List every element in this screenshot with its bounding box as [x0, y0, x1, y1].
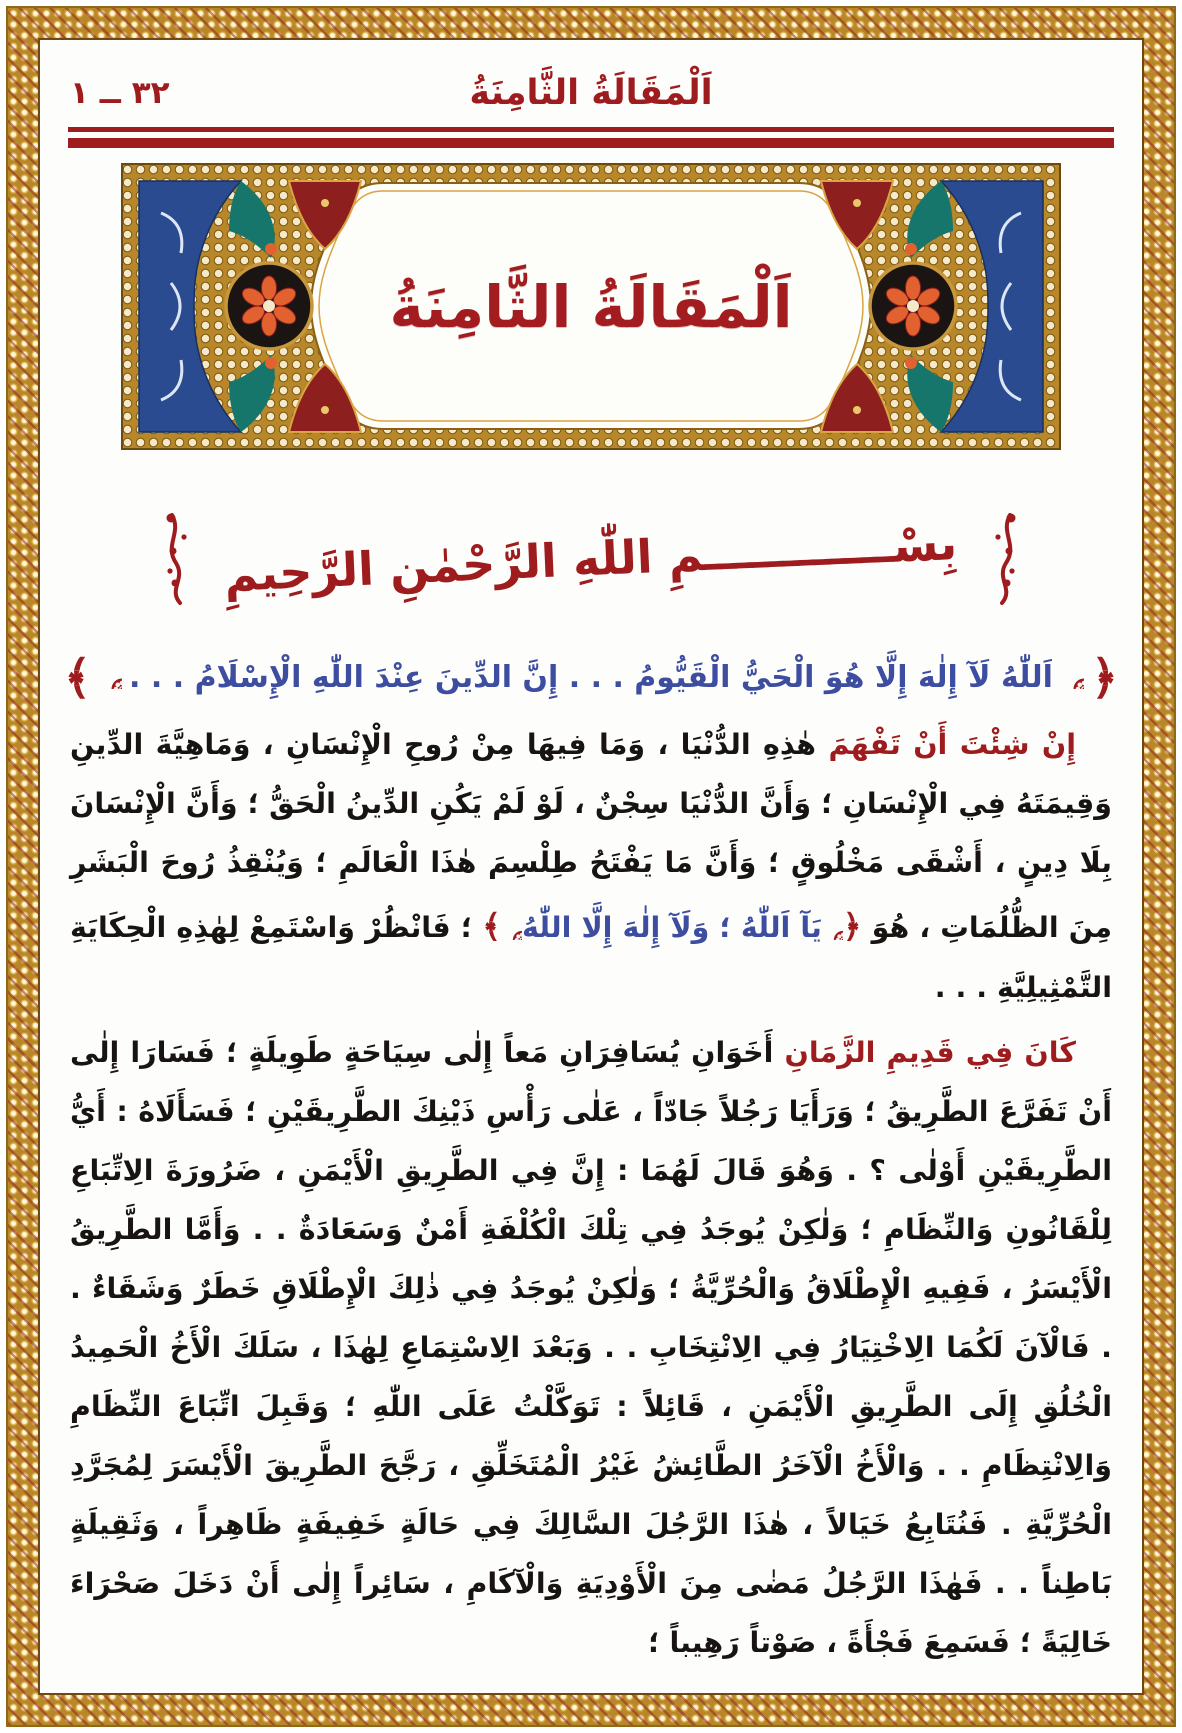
- inline-quran-quote: يَآ اَللّٰهُ ؛ وَلَآ إِلٰهَ إِلَّا اللّٰهُ: [521, 910, 822, 944]
- story-paragraph-2: [70, 1024, 1112, 1673]
- bismillah-calligraphy: بِسْــــــــــــمِ اللّٰهِ الرَّحْمٰنِ الرَّحِيمِ: [223, 516, 959, 602]
- header-chapter-title: اَلْمَقَالَةُ الثَّامِنَةُ: [469, 73, 713, 113]
- paragraph-lead-red: كَانَ فِي قَدِيمِ الزَّمَانِ: [784, 1036, 1076, 1070]
- floral-sprig-icon: [160, 511, 194, 607]
- rosette-icon: [501, 919, 522, 940]
- quran-verse-text: اَللّٰهُ لَآ إِلٰهَ إِلَّا هُوَ الْحَيُّ الْقَيُّومُ . . . إِنَّ الدِّينَ عِنْدَ اللّٰهِ الْإِسْلَامُ . . .: [129, 659, 1053, 695]
- page-content: [64, 64, 1118, 1669]
- paragraph-lead-red: إِنْ شِئْتَ أَنْ تَفْهَمَ: [828, 728, 1076, 761]
- ornate-bracket-close-icon: ﴾: [482, 906, 501, 945]
- floral-sprig-icon: [988, 511, 1022, 607]
- chapter-title-calligraphy: اَلْمَقَالَةُ الثَّامِنَةُ: [389, 272, 793, 341]
- bismillah-row: [68, 484, 1114, 634]
- double-rule-divider: [68, 127, 1114, 148]
- quran-verse-line: [64, 650, 1118, 704]
- ornate-bracket-close-icon: ﴾: [64, 650, 92, 704]
- rosette-icon: [1060, 665, 1084, 689]
- paragraph-text: ؛ فَانْظُرْ وَاسْتَمِعْ لِهٰذِهِ الْحِكَايَةِ التَّمْثِيلِيَّةِ . . .: [70, 910, 1112, 1005]
- rosette-icon: [98, 665, 122, 689]
- illuminated-panel: [121, 163, 1061, 450]
- ornate-bracket-open-icon: ﴿: [842, 906, 862, 945]
- paragraph-text: أَخَوَانِ يُسَافِرَانِ مَعاً إِلٰى سِيَاحَةٍ طَوِيلَةٍ ؛ فَسَارَا إِلٰى أَنْ تَفَرَّعَ الطَّرِيقُ ؛ وَرَأَيَا رَجُلاً جَادّاً ، عَلٰى رَأْسِ ذَيْنِكَ الطَّرِيقَيْنِ ؛ فَسَأَلَاهُ : أَيُّ الطَّرِيقَيْنِ أَوْلٰى ؟ . وَهُوَ قَالَ لَهُمَا : إِنَّ فِي الطَّرِيقِ الْأَيْمَنِ ، ضَرُورَةَ الِاتِّبَاعِ لِلْقَانُونِ وَالنِّظَامِ ؛ وَلٰكِنْ يُوجَدُ فِي تِلْكَ الْكُلْفَةِ أَمْنٌ وَسَعَادَةٌ . . وَأَمَّا الطَّرِيقُ الْأَيْسَرُ ، فَفِيهِ الْإِطْلَاقُ وَالْحُرِّيَّةُ ؛ وَلٰكِنْ يُوجَدُ فِي ذٰلِكَ الْإِطْلَاقِ خَطَرٌ وَشَقَاءٌ . . فَالْآنَ لَكُمَا الِاخْتِيَارُ فِي الِانْتِخَابِ . . وَبَعْدَ الِاسْتِمَاعِ لِهٰذَا ، سَلَكَ الْأَخُ الْحَمِيدُ الْخُلُقِ إِلَى الطَّرِيقِ الْأَيْمَنِ ، قَائِلاً : تَوَكَّلْتُ عَلَى اللّٰهِ ؛ وَقَبِلَ اتِّبَاعَ النِّظَامِ وَالِانْتِظَامِ . . وَالْأَخُ الْآخَرُ الطَّائِشُ غَيْرُ الْمُتَخَلِّقِ ، رَجَّحَ الطَّرِيقَ الْأَيْسَرَ لِمُجَرَّدِ الْحُرِّيَّةِ . فَنُتَابِعُ خَيَالاً ، هٰذَا الرَّجُلَ السَّالِكَ فِي حَالَةٍ خَفِيفَةٍ ظَاهِراً ، وَثَقِيلَةٍ بَاطِناً . . فَهٰذَا الرَّجُلُ مَضٰى مِنَ الْأَوْدِيَةِ وَالْآكَامِ ، سَائِراً إِلٰى أَنْ دَخَلَ صَحْرَاءَ خَالِيَةً ؛ فَسَمِعَ فَجْأَةً ، صَوْتاً رَهِيباً ؛: [70, 1036, 1112, 1660]
- ornate-bracket-open-icon: ﴿: [1090, 650, 1118, 704]
- running-header: [68, 64, 1114, 122]
- story-paragraph-1: [70, 716, 1112, 1018]
- page-paper: [38, 38, 1144, 1695]
- page-number: ٣٢ ــ ١: [70, 75, 170, 111]
- paragraph-text: هٰذِهِ الدُّنْيَا ، وَمَا فِيهَا مِنْ رُوحِ الْإِنْسَانِ ، وَمَاهِيَّةَ الدِّينِ وَقِيمَتَهُ فِي الْإِنْسَانِ ؛ وَأَنَّ الدُّنْيَا سِجْنٌ ، لَوْ لَمْ يَكُنِ الدِّينُ الْحَقُّ ؛ وَأَنَّ الْإِنْسَانَ بِلَا دِينٍ ، أَشْقَى مَخْلُوقٍ ؛ وَأَنَّ مَا يَفْتَحُ طِلْسِمَ هٰذَا الْعَالَمِ ؛ وَيُنْقِذُ رُوحَ الْبَشَرِ مِنَ الظُّلُمَاتِ ، هُوَ: [70, 728, 1112, 944]
- rosette-icon: [822, 919, 843, 940]
